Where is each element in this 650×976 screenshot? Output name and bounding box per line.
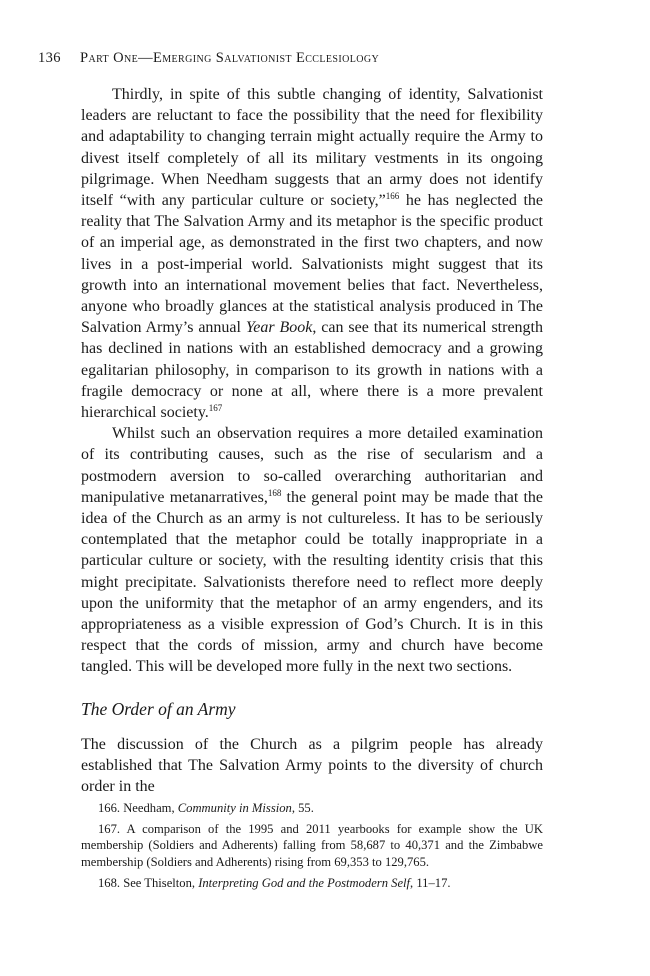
running-title: Part One—Emerging Salvationist Ecclesiology [80,50,380,66]
footnote-ref-168: 168 [267,487,282,498]
section-heading: The Order of an Army [81,698,236,719]
footnote-text: See Thiselton, [123,875,199,890]
year-book-title: Year Book [245,319,313,337]
page-number: 136 [38,50,61,66]
running-header [38,50,568,70]
paragraph-2-part-a: Whilst such an observation requires a more detailed examination of its contributing causes, such as the rise of secularism and a postmodern aversion to so-called overarching authoritarian and manipulative metanarratives, [81,425,543,506]
paragraph-1-part-b: he has neglected the reality that The Salvation Army and its metaphor is the specific product of an imperial age, as demonstrated in the first two chapters, and now lives in a post-imperial world. Salvationists might suggest that its growth into an international movement belies that fact. Nevertheless, anyone who broadly glances at the statistical analysis produced in The Salvation Army’s annual [81,192,543,337]
footnote-text-end: , 11–17. [410,875,451,890]
paragraph-2-part-b: the general point may be made that the idea of the Church as an army is not cultureless. It has to be seriously contemplated that the metaphor could be totally inappropriate in a particular culture or society, with the resulting identity crisis that this might precipitate. Salvationists therefore need to reflect more deeply upon the uniformity that the metaphor of an army engenders, and its appropriateness as a visible expression of God’s Church. It is in this respect that the cords of mission, army and church have become tangled. This will be developed more fully in the next two sections. [81,488,544,676]
footnotes [81,800,543,896]
footnote-italic: Community in Mission [177,801,292,815]
footnote-label: 167. [98,822,121,837]
paragraph-1-part-a: Thirdly, in spite of this subtle changing of identity, Salvationist leaders are reluctant to face the possibility that the need for flexibility and adaptability to changing terrain might actually require the Army to divest itself completely of all its military vestments in its ongoing pilgrimage. When Needham suggests that an army does not identify itself “with any particular culture or society,” [81,86,543,210]
footnote-ref-167: 167 [208,403,223,414]
paragraph-3: The discussion of the Church as a pilgrim people has already established that The Salvation Army points to the diversity of church order in the [81,735,543,796]
footnote-text-end: , 55. [291,801,314,815]
footnote-label: 168. [98,875,121,890]
main-text [81,84,543,798]
footnote-label: 166. [98,801,121,815]
paragraph-2 [81,423,543,677]
paragraph-1 [81,84,543,423]
footnote-166 [81,800,543,816]
footnote-text: A comparison of the 1995 and 2011 yearbooks for example show the UK membership (Soldiers and Adherents) falling from 58,687 to 40,371 and the Zimbabwe membership (Soldiers and Adherents) rising from 69,353 to 129,765. [81,822,543,869]
footnote-ref-166: 166 [385,191,400,202]
paragraph-1-part-c: , can see that its numerical strength has declined in nations with an established democracy and a growing egalitarian philosophy, in comparison to its growth in nations with a fragile democracy or none at all, where there is a more prevalent hierarchical society. [81,319,543,422]
footnote-167 [81,821,543,870]
footnote-italic: Interpreting God and the Postmodern Self [198,875,411,890]
footnote-168 [81,875,543,891]
footnote-text: Needham, [123,801,178,815]
